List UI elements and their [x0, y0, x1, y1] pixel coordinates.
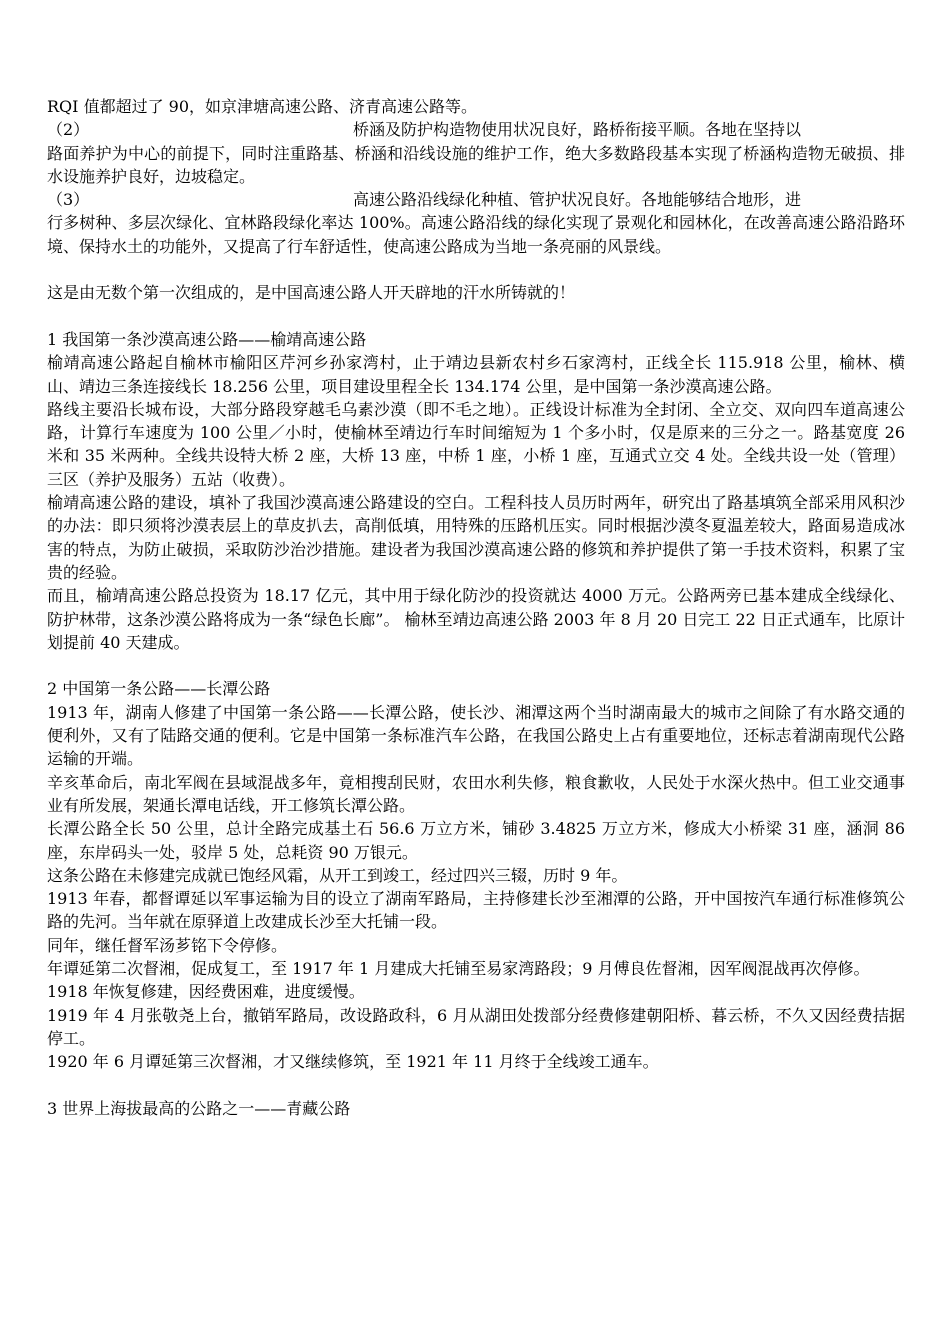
- paragraph: 榆靖高速公路的建设，填补了我国沙漠高速公路建设的空白。工程科技人员历时两年，研究出了路基填筑全部采用风积沙的办法：即只须将沙漠表层上的草皮扒去，高削低填，用特殊的压路机压实。同时根据沙漠冬夏温差较大，路面易造成冰害的特点，为防止破损，采取防沙治沙措施。建设者为我国沙漠高速公路的修筑和养护提供了第一手技术资料，积累了宝贵的经验。: [47, 493, 905, 582]
- paragraph: 1918 年恢复修建，因经费困难，进度缓慢。: [47, 982, 365, 1002]
- paragraph: 长潭公路全长 50 公里，总计全路完成基土石 56.6 万立方米，铺砂 3.4825 万立方米，修成大小桥梁 31 座，涵洞 86 座，东岸码头一处，驳岸 5 处，总耗资 90 万银元。: [47, 819, 905, 862]
- item-text: 路面养护为中心的前提下，同时注重路基、桥涵和沿线设施的维护工作，绝大多数路段基本实现了桥涵构造物无破损、排水设施养护良好，边坡稳定。: [47, 143, 905, 186]
- item-number: （2）: [47, 120, 90, 140]
- item-number: （3）: [47, 190, 90, 210]
- spacer: [47, 258, 905, 281]
- section-heading-1: 1 我国第一条沙漠高速公路——榆靖高速公路: [47, 329, 367, 349]
- paragraph: 榆靖高速公路起自榆林市榆阳区芹河乡孙家湾村，止于靖边县新农村乡石家湾村，正线全长 115.918 公里，榆林、横山、靖边三条连接线长 18.256 公里，项目建设里程全长 134.174 公里，是中国第一条沙漠高速公路。: [47, 353, 905, 396]
- paragraph: 1913 年，湖南人修建了中国第一条公路——长潭公路，使长沙、湘潭这两个当时湖南最大的城市之间除了有水路交通的便利外，又有了陆路交通的便利。它是中国第一条标准汽车公路，在我国公路史上占有重要地位，还标志着湖南现代公路运输的开端。: [47, 702, 905, 769]
- paragraph: 1913 年春，都督谭延以军事运输为目的设立了湖南军路局，主持修建长沙至湘潭的公路，开中国按汽车通行标准修筑公路的先河。当年就在原驿道上改建成长沙至大托铺一段。: [47, 889, 905, 932]
- paragraph: 这条公路在未修建完成就已饱经风霜，从开工到竣工，经过四兴三辍，历时 9 年。: [47, 865, 628, 885]
- item-first-line: 桥涵及防护构造物使用状况良好，路桥衔接平顺。各地在坚持以: [353, 120, 802, 140]
- paragraph: 年谭延第二次督湘，促成复工，至 1917 年 1 月建成大托铺至易家湾路段；9 月傅良佐督湘，因军阀混战再次停修。: [47, 958, 870, 978]
- paragraph: 辛亥革命后，南北军阀在县域混战多年，竟相搜刮民财，农田水利失修，粮食歉收，人民处于水深火热中。但工业交通事业有所发展，架通长潭电话线，开工修筑长潭公路。: [47, 772, 905, 815]
- spacer: [47, 305, 905, 328]
- paragraph: 1920 年 6 月谭延第三次督湘，才又继续修筑，至 1921 年 11 月终于全线竣工通车。: [47, 1052, 659, 1072]
- spacer: [47, 1073, 905, 1096]
- paragraph: 而且，榆靖高速公路总投资为 18.17 亿元，其中用于绿化防沙的投资就达 4000 万元。公路两旁已基本建成全线绿化、防护林带，这条沙漠公路将成为一条“绿色长廊”。 榆林至靖边高速公路 2003 年 8 月 20 日完工 22 日正式通车，比原计划提前 40 天建成。: [47, 586, 905, 652]
- list-item-3: [47, 188, 905, 258]
- intro-tail: RQI 值都超过了 90，如京津塘高速公路、济青高速公路等。: [47, 97, 478, 116]
- section-heading-3: 3 世界上海拔最高的公路之一——青藏公路: [47, 1098, 351, 1118]
- section-heading-2: 2 中国第一条公路——长潭公路: [47, 679, 271, 699]
- paragraph: 1919 年 4 月张敬尧上台，撤销军路局，改设路政科，6 月从湖田处拨部分经费修建朝阳桥、暮云桥，不久又因经费拮据停工。: [47, 1005, 905, 1048]
- paragraph: 路线主要沿长城布设，大部分路段穿越毛乌素沙漠（即不毛之地）。正线设计标准为全封闭、全立交、双向四车道高速公路，计算行车速度为 100 公里／小时，使榆林至靖边行车时间缩短为 1 个多小时，仅是原来的三分之一。路基宽度 26 米和 35 米两种。全线共设特大桥 2 座，大桥 13 座，中桥 1 座，小桥 1 座，互通式立交 4 处。全线共设一处（管理）三区（养护及服务）五站（收费）。: [47, 399, 905, 489]
- document-page: [47, 95, 905, 1120]
- spacer: [47, 654, 905, 677]
- paragraph: 同年，继任督军汤芗铭下令停修。: [47, 935, 288, 955]
- item-first-line: 高速公路沿线绿化种植、管护状况良好。各地能够结合地形，进: [353, 190, 802, 210]
- summary-line: 这是由无数个第一次组成的，是中国高速公路人开天辟地的汗水所铸就的！: [47, 283, 576, 303]
- item-text: 行多树种、多层次绿化、宜林路段绿化率达 100%。高速公路沿线的绿化实现了景观化和园林化，在改善高速公路沿路环境、保持水土的功能外，又提高了行车舒适性，使高速公路成为当地一条亮丽的风景线。: [47, 213, 905, 256]
- list-item-2: [47, 118, 905, 188]
